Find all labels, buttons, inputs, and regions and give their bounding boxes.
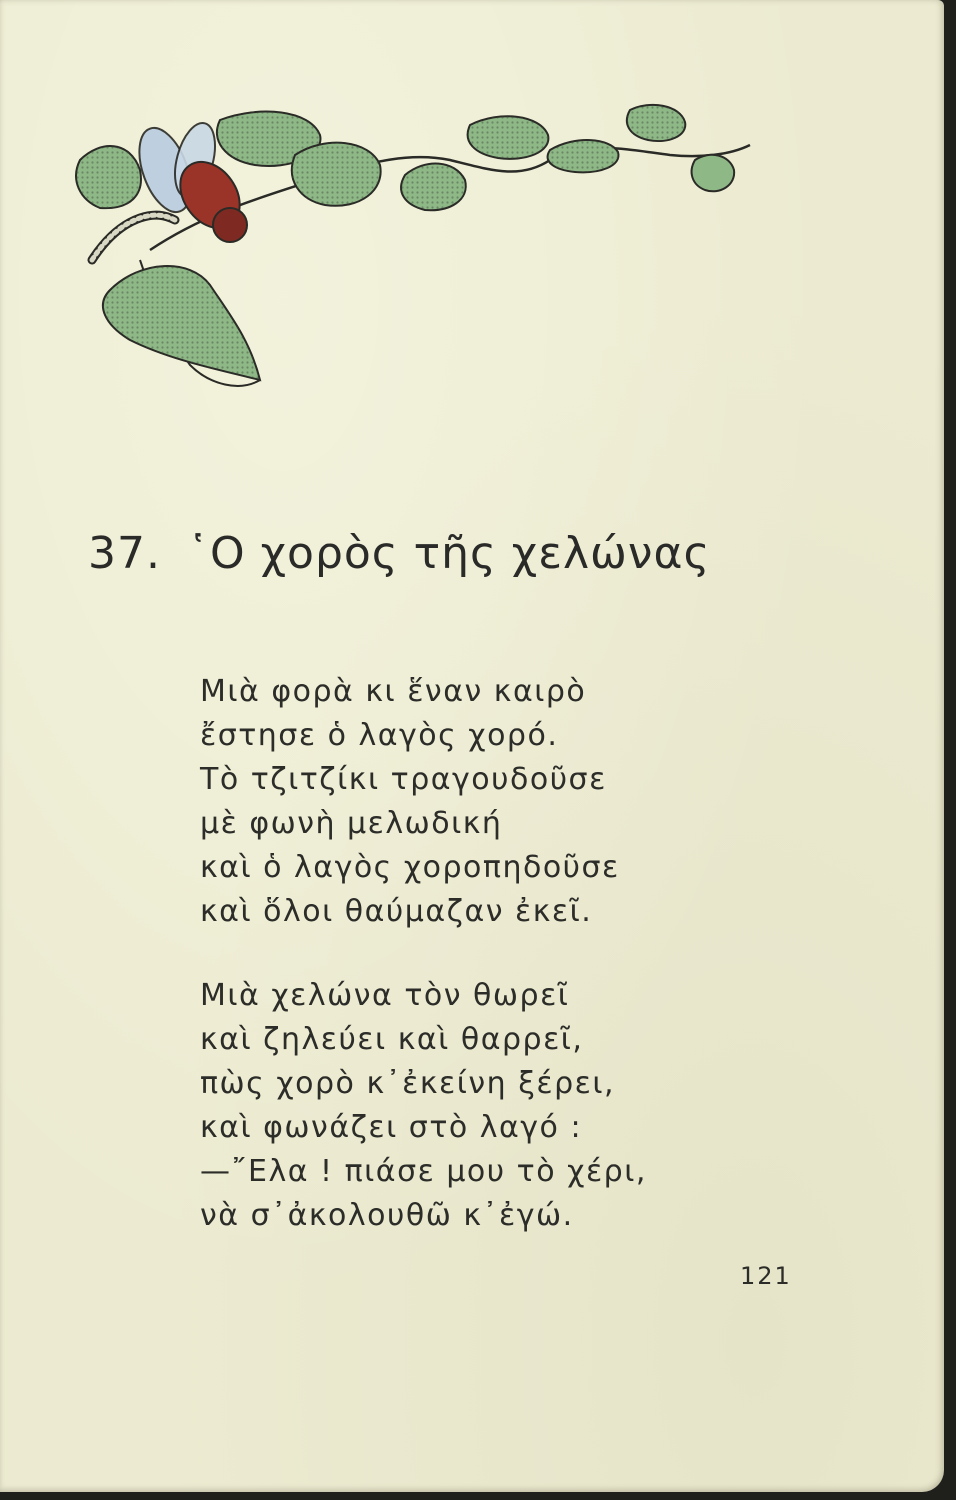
poem-line: Τὸ τζιτζίκι τραγουδοῦσε (200, 762, 607, 797)
leaf-vine-illustration (70, 100, 770, 400)
poem-line: —῎Ελα ! πιάσε μου τὸ χέρι, (200, 1154, 647, 1189)
poem-line: καὶ φωνάζει στὸ λαγό : (200, 1110, 583, 1145)
stanza-2 (200, 974, 800, 1238)
poem-line: καὶ ὅλοι θαύμαζαν ἐκεῖ. (200, 894, 593, 929)
page-number: 121 (740, 1262, 792, 1290)
poem-line: μὲ φωνὴ μελωδική (200, 806, 503, 841)
poem-title-text: ῾Ο χορὸς τῆς χελώνας (186, 528, 711, 579)
poem-line: ἔστησε ὁ λαγὸς χορό. (200, 718, 559, 753)
poem-title (88, 528, 710, 579)
poem-body (200, 670, 800, 1278)
poem-line: καὶ ζηλεύει καὶ θαρρεῖ, (200, 1022, 584, 1057)
poem-line: πὼς χορὸ κ᾿ἐκείνη ξέρει, (200, 1066, 616, 1101)
poem-line: καὶ ὁ λαγὸς χοροπηδοῦσε (200, 850, 620, 885)
stanza-1 (200, 670, 800, 934)
poem-line: Μιὰ φορὰ κι ἕναν καιρὸ (200, 674, 587, 709)
poem-line: Μιὰ χελώνα τὸν θωρεῖ (200, 978, 570, 1013)
poem-line: νὰ σ᾿ἀκολουθῶ κ᾿ἐγώ. (200, 1198, 574, 1233)
caterpillar-icon (92, 215, 175, 260)
poem-number: 37. (88, 528, 161, 579)
